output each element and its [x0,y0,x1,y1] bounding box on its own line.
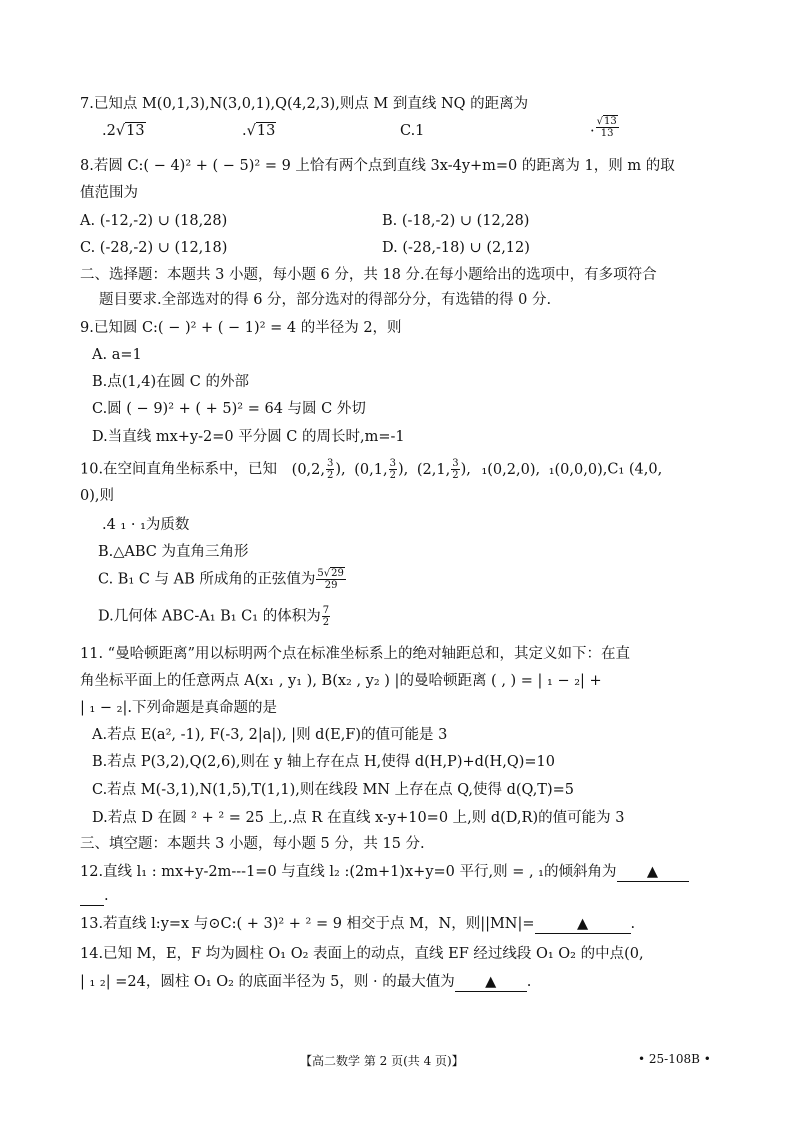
q7-option-d: . $\frac{√13}{13}$ [590,116,617,139]
q9-option-c: C.圆 ( − 9)² + ( + 5)² = 64 与圆 C 外切 [92,401,366,417]
q7-stem: 7.已知点 M(0,1,3),N(3,0,1),Q(4,2,3),则点 M 到直线 NQ 的距离为 [80,96,529,112]
q11-stem-line1: 11. “曼哈顿距离”用以标明两个点在标准坐标系上的绝对轴距总和，其定义如下：在直 [80,646,630,662]
q10-option-d: D.几何体 ABC-A₁ B₁ C₁ 的体积为 $\frac{7}{2}$ [98,605,330,628]
q11-option-d: D.若点 D 在圆 ² + ² = 25 上,.点 R 在直线 x-y+10=0 上,则 d(D,R)的值可能为 3 [92,810,625,826]
q8-option-c: C. (-28,-2) ∪ (12,18) [80,240,228,256]
q12-answer-mark: ▲ [646,864,659,880]
page-footer-center: 【高二数学 第 2 页(共 4 页)】 [300,1054,464,1068]
q9-stem: 9.已知圆 C:( − )² + ( − 1)² = 4 的半径为 2，则 [80,320,402,336]
q10-option-b: B.△ABC 为直角三角形 [98,544,249,560]
q10-stem-end: 0),则 [80,488,114,504]
q7-option-b: .√13 [242,123,276,139]
q13-stem: 13.若直线 l:y=x 与⊙C:( + 3)² + ² = 9 相交于点 M，N，则||MN|= ▲ . [80,916,636,932]
q9-option-a: A. a=1 [92,347,142,363]
q11-option-c: C.若点 M(-3,1),N(1,5),T(1,1),则在线段 MN 上存在点 Q,使得 d(Q,T)=5 [92,782,575,798]
q8-stem-line2: 值范围为 [80,185,138,201]
q14-answer-blank[interactable] [455,974,527,992]
q8-option-a: A. (-12,-2) ∪ (18,28) [80,213,228,229]
page-footer-code: • 25-108B • [638,1052,711,1066]
q11-option-a: A.若点 E(a², -1), F(-3, 2|a|), |则 d(E,F)的值可能是 3 [92,727,448,743]
q7-option-a: .2√13 [102,123,145,139]
q11-stem-line3: | ₁ − ₂|.下列命题是真命题的是 [80,700,277,716]
q14-answer-mark: ▲ [485,974,497,990]
q12-answer-blank[interactable] [617,864,689,882]
q10-option-a: .4 ₁ · ₁为质数 [102,517,190,533]
q14-stem-line1: 14.已知 M，E，F 均为圆柱 O₁ O₂ 表面上的动点，直线 EF 经过线段 O₁ O₂ 的中点(0, [80,946,644,962]
q7-option-c: C.1 [400,123,425,139]
q8-option-b: B. (-18,-2) ∪ (12,28) [382,213,530,229]
q13-answer-blank[interactable] [535,916,631,934]
q8-stem-line1: 8.若圆 C:( − 4)² + ( − 5)² = 9 上恰有两个点到直线 3x-4y+m=0 的距离为 1，则 m 的取 [80,158,675,174]
section-2-heading: 二、选择题：本题共 3 小题，每小题 6 分，共 18 分.在每小题给出的选项中，有多项符合 [80,267,657,283]
q11-stem-line2: 角坐标平面上的任意两点 A(x₁ , y₁ ), B(x₂ , y₂ ) |的曼哈顿距离 ( , ) = | ₁ − ₂| + [80,673,602,689]
q9-option-b: B.点(1,4)在圆 C 的外部 [92,374,249,390]
q12-tail: . [80,886,109,906]
q11-option-b: B.若点 P(3,2),Q(2,6),则在 y 轴上存在点 H,使得 d(H,P)+d(H,Q)=10 [92,754,555,770]
q13-answer-mark: ▲ [576,916,589,932]
q8-option-d: D. (-28,-18) ∪ (2,12) [382,240,530,256]
q10-option-c: C. B₁ C 与 AB 所成角的正弦值为 $\frac{5√29}{29}$ [98,568,344,591]
section-3-heading: 三、填空题：本题共 3 小题，每小题 5 分，共 15 分. [80,836,425,852]
section-2-heading-cont: 题目要求.全部选对的得 6 分，部分选对的得部分分，有选错的得 0 分. [99,292,552,308]
q10-stem: 10.在空间直角坐标系中，已知 (0,2, $\frac{3}{2}$ ), (0,1, $\frac{3}{2}$ ), (2,1, $\frac{3}{2}$ ), ₁(0,2,0), ₁(0,0,0),C₁ (4,0, [80,458,663,481]
q9-option-d: D.当直线 mx+y-2=0 平分圆 C 的周长时,m=-1 [92,429,405,445]
q12-stem: 12.直线 l₁ : mx+y-2m---1=0 与直线 l₂ :(2m+1)x+y=0 平行,则 = , ₁的倾斜角为 ▲ [80,862,689,882]
q14-stem-line2: | ₁ ₂| =24，圆柱 O₁ O₂ 的底面半径为 5，则 · 的最大值为 ▲ . [80,974,532,990]
